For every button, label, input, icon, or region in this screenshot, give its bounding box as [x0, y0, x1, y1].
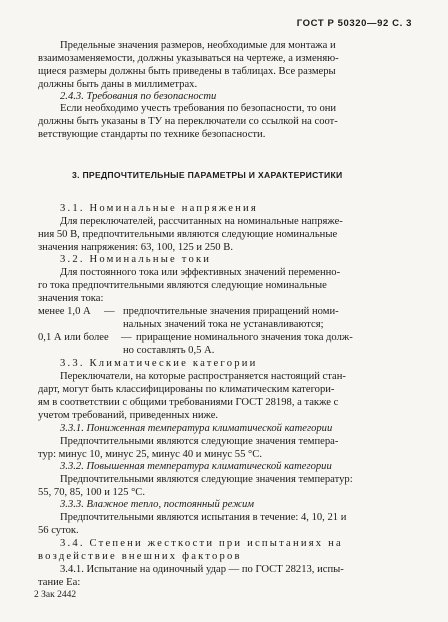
- paragraph-line: должны быть указаны в ТУ на переключатели со ссылкой на соот-: [38, 116, 338, 127]
- paragraph-line: учетом требований, приведенных ниже.: [38, 410, 219, 421]
- paragraph-line: Для постоянного тока или эффективных значений переменно-: [60, 267, 341, 278]
- paragraph-line: 3.4.1. Испытание на одиночный удар — по ГОСТ 28213, испы-: [60, 564, 344, 575]
- subsection-title-3-4: 3.4. Степени жесткости при испытаниях на: [60, 538, 343, 549]
- subsection-title-2-4-3: 2.4.3. Требования по безопасности: [60, 91, 217, 102]
- paragraph-line: Если необходимо учесть требования по безопасности, то они: [60, 103, 337, 114]
- list-item-text: предпочтительные значения приращений номи-: [123, 306, 339, 317]
- paragraph-line: Предпочтительными являются следующие значения темпера-: [60, 436, 339, 447]
- page-header: ГОСТ Р 50320—92 С. 3: [296, 18, 412, 29]
- list-item-text: приращение номинального значения тока долж-: [136, 332, 353, 343]
- paragraph-line: тур: минус 10, минус 25, минус 40 и минус 55 °С.: [38, 449, 262, 460]
- subsection-title-3-1: 3.1. Номинальные напряжения: [60, 203, 258, 214]
- paragraph-line: дарт, могут быть классифицированы по климатическим категори-: [38, 384, 335, 395]
- list-item-text: нальных значений тока не устанавливаются;: [123, 319, 324, 330]
- paragraph-line: тание Еа:: [38, 577, 81, 588]
- page-footer: 2 Зак 2442: [34, 590, 77, 600]
- subsection-title-3-3-3: 3.3.3. Влажное тепло, постоянный режим: [60, 499, 255, 510]
- subsection-title-3-4: воздействие внешних факторов: [38, 551, 242, 562]
- paragraph-line: го тока предпочтительными являются следующие номинальные: [38, 280, 327, 291]
- intro-line: взаимозаменяемости, должны указываться на чертеже, а изменяю-: [38, 53, 339, 64]
- intro-line: щиеся размеры должны быть приведены в таблицах. Все размеры: [38, 66, 336, 77]
- intro-line: должны быть даны в миллиметрах.: [38, 79, 198, 90]
- list-item-term: 0,1 А или более: [38, 332, 109, 343]
- paragraph-line: значения тока:: [38, 293, 104, 304]
- intro-line: Предельные значения размеров, необходимые для монтажа и: [60, 40, 336, 51]
- subsection-title-3-3-1: 3.3.1. Пониженная температура климатической категории: [60, 423, 333, 434]
- paragraph-line: Предпочтительными являются следующие значения температур:: [60, 474, 353, 485]
- paragraph-line: Для переключателей, рассчитанных на номинальные напряже-: [60, 216, 343, 227]
- list-item-dash: —: [104, 306, 115, 317]
- paragraph-line: ветствующие стандарты по технике безопасности.: [38, 129, 266, 140]
- paragraph-line: Переключатели, на которые распространяется настоящий стан-: [60, 371, 346, 382]
- paragraph-line: значения напряжения: 63, 100, 125 и 250 В.: [38, 242, 233, 253]
- subsection-title-3-3: 3.3. Климатические категории: [60, 358, 258, 369]
- paragraph-line: Предпочтительными являются испытания в течение: 4, 10, 21 и: [60, 512, 347, 523]
- paragraph-line: 55, 70, 85, 100 и 125 °С.: [38, 487, 146, 498]
- list-item-dash: —: [121, 332, 132, 343]
- section-3-heading: 3. ПРЕДПОЧТИТЕЛЬНЫЕ ПАРАМЕТРЫ И ХАРАКТЕРИСТИКИ: [72, 170, 343, 180]
- paragraph-line: ям в соответствии с общими требованиями ГОСТ 28198, а также с: [38, 397, 339, 408]
- subsection-title-3-3-2: 3.3.2. Повышенная температура климатической категории: [60, 461, 332, 472]
- paragraph-line: 56 суток.: [38, 525, 79, 536]
- subsection-title-3-2: 3.2. Номинальные токи: [60, 254, 212, 265]
- list-item-text: но составлять 0,5 А.: [123, 345, 215, 356]
- list-item-term: менее 1,0 А: [38, 306, 91, 317]
- paragraph-line: ния 50 В, предпочтительными являются следующие номинальные: [38, 229, 338, 240]
